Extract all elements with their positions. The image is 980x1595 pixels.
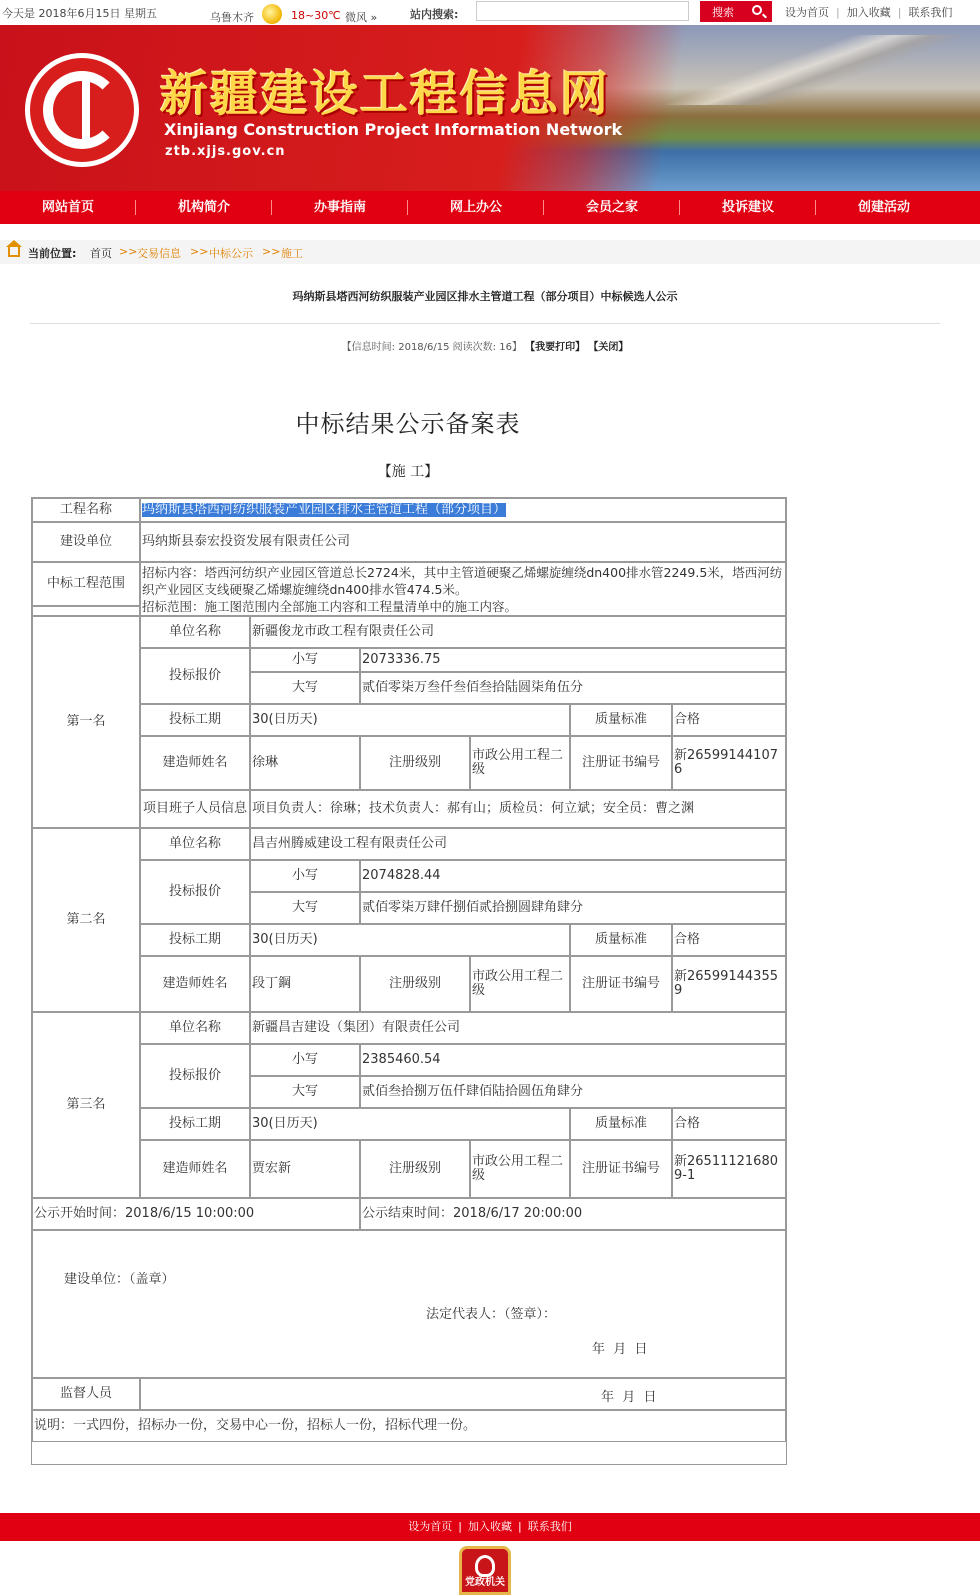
- search-button-label: 搜索: [712, 6, 734, 19]
- contact-link[interactable]: 联系我们: [908, 6, 953, 19]
- rank-3-label: 第三名: [32, 1012, 140, 1198]
- c2-period-value: 30(日历天): [250, 924, 570, 956]
- nav-members[interactable]: 会员之家: [544, 191, 680, 224]
- project-name-label: 工程名称: [32, 498, 140, 522]
- signature-date: 年 月 日: [592, 1342, 648, 1357]
- c1-reg-level-label: 注册级别: [360, 736, 470, 790]
- rank-1-label: 第一名: [32, 616, 140, 828]
- breadcrumb-award-notice[interactable]: 中标公示: [209, 247, 253, 260]
- c1-unit-value: 新疆俊龙市政工程有限责任公司: [250, 616, 786, 648]
- c1-engineer-label: 建造师姓名: [140, 736, 250, 790]
- c1-period-label: 投标工期: [140, 704, 250, 736]
- c3-small-label: 小写: [250, 1044, 360, 1076]
- nav-online-office[interactable]: 网上办公: [408, 191, 544, 224]
- breadcrumb-home[interactable]: 首页: [90, 247, 112, 260]
- form-title: 中标结果公示备案表: [295, 410, 521, 438]
- breadcrumb-arrow-icon: >>: [190, 245, 209, 258]
- c1-team-value: 项目负责人：徐琳；技术负责人：郝有山；质检员：何立斌；安全员：曹之渊: [250, 790, 786, 828]
- c3-quality-value: 合格: [672, 1108, 786, 1140]
- c1-big-label: 大写: [250, 672, 360, 704]
- government-badge-icon[interactable]: [459, 1546, 511, 1595]
- c2-engineer-label: 建造师姓名: [140, 956, 250, 1012]
- c2-period-label: 投标工期: [140, 924, 250, 956]
- c2-cert-label: 注册证书编号: [570, 956, 672, 1012]
- article-info: 【信息时间: 2018/6/15 阅读次数: 16】: [341, 342, 522, 353]
- article-meta: [30, 338, 940, 353]
- nav-guide[interactable]: 办事指南: [272, 191, 408, 224]
- add-favorite-link[interactable]: 加入收藏: [846, 6, 891, 19]
- breadcrumb-trade-info[interactable]: 交易信息: [137, 247, 181, 260]
- c1-quality-value: 合格: [672, 704, 786, 736]
- c2-reg-level-value: 市政公用工程二级: [470, 956, 570, 1012]
- notice-end-time: 公示结束时间：2018/6/17 20:00:00: [360, 1198, 786, 1230]
- c1-unit-label: 单位名称: [140, 616, 250, 648]
- notice-start-time: 公示开始时间：2018/6/15 10:00:00: [32, 1198, 360, 1230]
- c1-period-value: 30(日历天): [250, 704, 570, 736]
- article-title: 玛纳斯县塔西河纺织服装产业园区排水主管道工程（部分项目）中标候选人公示: [292, 290, 678, 303]
- c1-cert-value: 新265991441076: [672, 736, 786, 790]
- supervisor-value: [140, 1378, 786, 1410]
- sun-icon: [262, 4, 282, 24]
- c3-big-value: 贰佰叁拾捌万伍仟肆佰陆拾圆伍角肆分: [360, 1076, 786, 1108]
- nav-home[interactable]: 网站首页: [0, 191, 136, 224]
- rank-2-label: 第二名: [32, 828, 140, 1012]
- set-homepage-link[interactable]: 设为首页: [785, 6, 829, 19]
- site-domain: ztb.xjjs.gov.cn: [165, 144, 286, 159]
- c2-unit-value: 昌吉州腾威建设工程有限责任公司: [250, 828, 786, 860]
- c3-price-label: 投标报价: [140, 1044, 250, 1108]
- breadcrumb-arrow-icon: >>: [119, 245, 138, 258]
- c3-big-label: 大写: [250, 1076, 360, 1108]
- mountain-scenery: [640, 35, 980, 105]
- legal-representative: 法定代表人：（签章）：: [426, 1307, 557, 1322]
- project-name-text: 玛纳斯县塔西河纺织服装产业园区排水主管道工程（部分项目）: [142, 502, 507, 517]
- c1-small-value: 2073336.75: [360, 648, 786, 672]
- c3-engineer-label: 建造师姓名: [140, 1140, 250, 1198]
- c1-team-label: 项目班子人员信息: [140, 790, 250, 828]
- form-note: 说明：一式四份，招标办一份，交易中心一份，招标人一份，招标代理一份。: [32, 1410, 786, 1442]
- footer-bar: 设为首页 | 加入收藏 | 联系我们: [0, 1513, 980, 1541]
- nav-activities[interactable]: 创建活动: [857, 200, 910, 215]
- title-divider: [30, 323, 940, 324]
- top-links: 设为首页 | 加入收藏 | 联系我们: [785, 6, 953, 19]
- breadcrumb-arrow-icon: >>: [262, 245, 281, 258]
- builder-value: 玛纳斯县泰宏投资发展有限责任公司: [140, 522, 786, 562]
- site-banner: [0, 25, 980, 191]
- c3-period-value: 30(日历天): [250, 1108, 570, 1140]
- c1-reg-level-value: 市政公用工程二级: [470, 736, 570, 790]
- nav-about[interactable]: 机构简介: [136, 191, 272, 224]
- breadcrumb: [0, 240, 980, 264]
- c1-big-value: 贰佰零柒万叁仟叁佰叁拾陆圆柒角伍分: [360, 672, 786, 704]
- c2-small-label: 小写: [250, 860, 360, 892]
- c3-cert-value: 新265111216809-1: [672, 1140, 786, 1198]
- project-name-value: [140, 498, 786, 522]
- breadcrumb-construction[interactable]: 施工: [281, 247, 303, 260]
- form-subtitle: 【施 工】: [377, 464, 439, 480]
- footer-add-favorite[interactable]: 加入收藏: [468, 1520, 512, 1533]
- c1-small-label: 小写: [250, 648, 360, 672]
- supervisor-label: 监督人员: [32, 1378, 140, 1410]
- supervisor-date: 年 月 日: [601, 1390, 657, 1405]
- signature-box: [32, 1230, 786, 1378]
- c3-unit-label: 单位名称: [140, 1012, 250, 1044]
- date-text: 今天是 2018年6月15日 星期五: [2, 7, 157, 20]
- c3-quality-label: 质量标准: [570, 1108, 672, 1140]
- c2-quality-value: 合格: [672, 924, 786, 956]
- c2-reg-level-label: 注册级别: [360, 956, 470, 1012]
- search-icon: [752, 5, 762, 15]
- footer-contact[interactable]: 联系我们: [527, 1520, 572, 1533]
- c1-quality-label: 质量标准: [570, 704, 672, 736]
- c2-quality-label: 质量标准: [570, 924, 672, 956]
- c2-unit-label: 单位名称: [140, 828, 250, 860]
- c3-unit-value: 新疆昌吉建设（集团）有限责任公司: [250, 1012, 786, 1044]
- search-label: 站内搜索:: [410, 8, 459, 21]
- weather-wind: 微风 »: [345, 11, 378, 24]
- c2-price-label: 投标报价: [140, 860, 250, 924]
- weather-temperature: 18~30℃: [291, 9, 341, 22]
- scope-label-pad: [32, 606, 140, 616]
- c1-cert-label: 注册证书编号: [570, 736, 672, 790]
- nav-complaints[interactable]: 投诉建议: [680, 191, 816, 224]
- breadcrumb-label: 当前位置:: [28, 247, 77, 260]
- bid-result-form: [31, 497, 787, 1465]
- scope-content: 招标内容：塔西河纺织产业园区管道总长2724米，其中主管道硬聚乙烯螺旋缠绕dn400排水管2249.5米，塔西河纺织产业园区支线硬聚乙烯螺旋缠绕dn400排水管474.5米。: [142, 565, 783, 597]
- top-bar: [0, 0, 980, 25]
- c3-engineer-value: 贾宏新: [250, 1140, 360, 1198]
- site-logo-icon[interactable]: [25, 53, 139, 167]
- c1-price-label: 投标报价: [140, 648, 250, 704]
- footer-set-homepage[interactable]: 设为首页: [408, 1520, 453, 1533]
- scope-label: 中标工程范围: [32, 562, 140, 606]
- c2-big-label: 大写: [250, 892, 360, 924]
- weather-city: 乌鲁木齐: [210, 11, 254, 24]
- builder-label: 建设单位: [32, 522, 140, 562]
- site-title-english: Xinjiang Construction Project Information Network: [164, 120, 623, 139]
- scope-value: [140, 562, 786, 616]
- c3-period-label: 投标工期: [140, 1108, 250, 1140]
- main-nav: [0, 191, 980, 224]
- c1-engineer-value: 徐琳: [250, 736, 360, 790]
- home-icon: [8, 247, 20, 257]
- c2-big-value: 贰佰零柒万肆仟捌佰贰拾捌圆肆角肆分: [360, 892, 786, 924]
- c3-reg-level-value: 市政公用工程二级: [470, 1140, 570, 1198]
- government-badge-label: 党政机关: [465, 1577, 505, 1588]
- c2-engineer-value: 段丁鋼: [250, 956, 360, 1012]
- print-link[interactable]: 【我要打印】: [525, 342, 586, 353]
- builder-seal: 建设单位：（盖章）: [64, 1272, 175, 1287]
- close-link[interactable]: 【关闭】: [588, 342, 629, 353]
- search-input[interactable]: [476, 1, 689, 21]
- scope-range: 招标范围：施工图范围内全部施工内容和工程量清单中的施工内容。: [142, 599, 518, 614]
- c3-cert-label: 注册证书编号: [570, 1140, 672, 1198]
- site-title: 新疆建设工程信息网: [160, 66, 611, 122]
- c2-cert-value: 新265991443559: [672, 956, 786, 1012]
- c3-reg-level-label: 注册级别: [360, 1140, 470, 1198]
- c3-small-value: 2385460.54: [360, 1044, 786, 1076]
- search-button[interactable]: [700, 1, 772, 22]
- c2-small-value: 2074828.44: [360, 860, 786, 892]
